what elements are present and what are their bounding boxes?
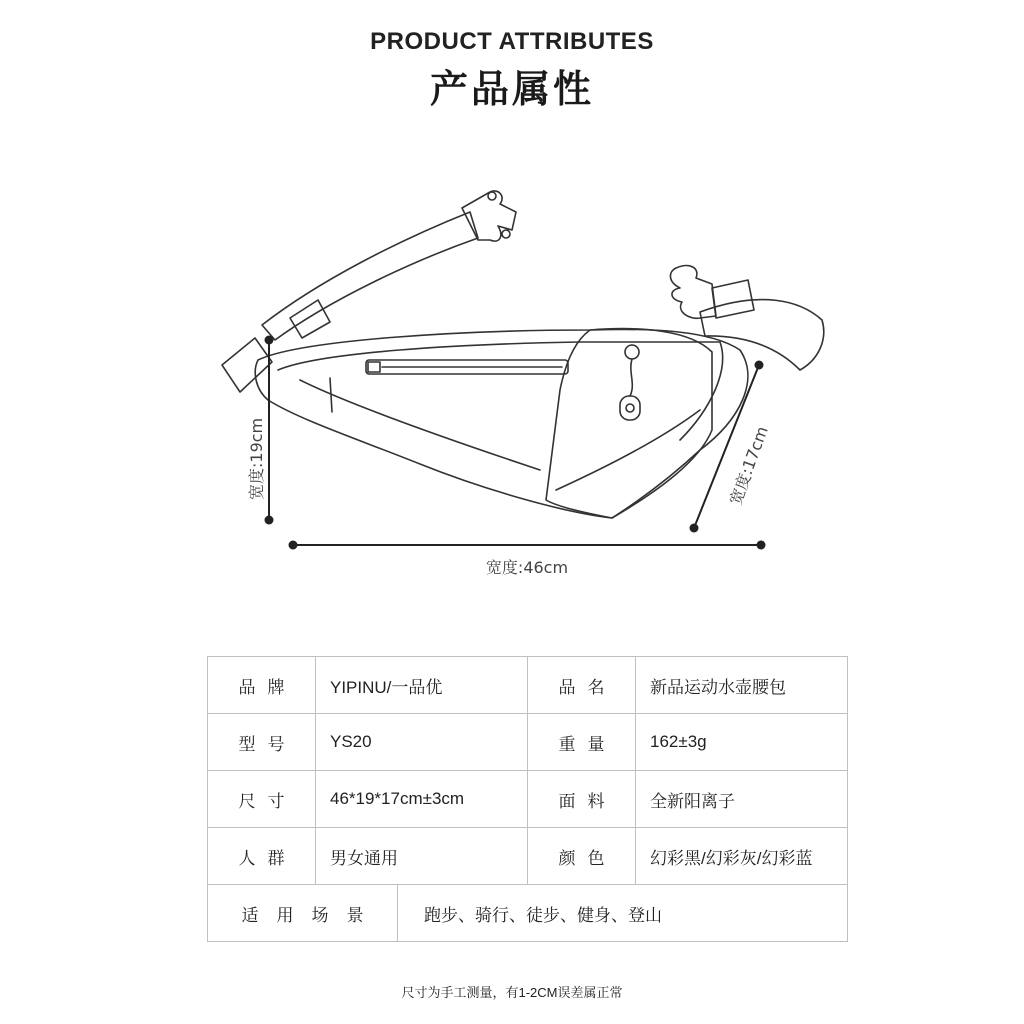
- table-row: [208, 885, 848, 942]
- title-chinese: 产品属性: [429, 69, 594, 111]
- bag-outline: [222, 191, 824, 518]
- color-key: 颜色: [528, 828, 636, 885]
- material-key: 面料: [528, 771, 636, 828]
- scene-key: 适用场景: [208, 885, 398, 942]
- table-row: [208, 771, 848, 828]
- measurement-footnote: 尺寸为手工测量，有1-2CM误差属正常: [401, 985, 623, 1000]
- size-value: 46*19*17cm±3cm: [316, 771, 528, 828]
- name-key: 品名: [528, 657, 636, 714]
- weight-value: 162±3g: [636, 714, 848, 771]
- brand-value: YIPINU/一品优: [316, 657, 528, 714]
- brand-key: 品牌: [208, 657, 316, 714]
- table-row: [208, 657, 848, 714]
- attributes-table: [207, 656, 848, 942]
- table-row: [208, 828, 848, 885]
- color-value: 幻彩黑/幻彩灰/幻彩蓝: [636, 828, 848, 885]
- weight-key: 重量: [528, 714, 636, 771]
- title-english: PRODUCT ATTRIBUTES: [370, 28, 654, 55]
- size-key: 尺寸: [208, 771, 316, 828]
- model-value: YS20: [316, 714, 528, 771]
- height-dimension-label: 宽度:19cm: [247, 417, 266, 500]
- table-row: [208, 714, 848, 771]
- scene-value: 跑步、骑行、徒步、健身、登山: [398, 885, 848, 942]
- model-key: 型号: [208, 714, 316, 771]
- crowd-value: 男女通用: [316, 828, 528, 885]
- crowd-key: 人群: [208, 828, 316, 885]
- dimension-lines: [269, 340, 761, 545]
- name-value: 新品运动水壶腰包: [636, 657, 848, 714]
- width-dimension-label: 宽度:46cm: [485, 558, 569, 577]
- material-value: 全新阳离子: [636, 771, 848, 828]
- depth-dimension-label: 宽度:17cm: [725, 423, 772, 508]
